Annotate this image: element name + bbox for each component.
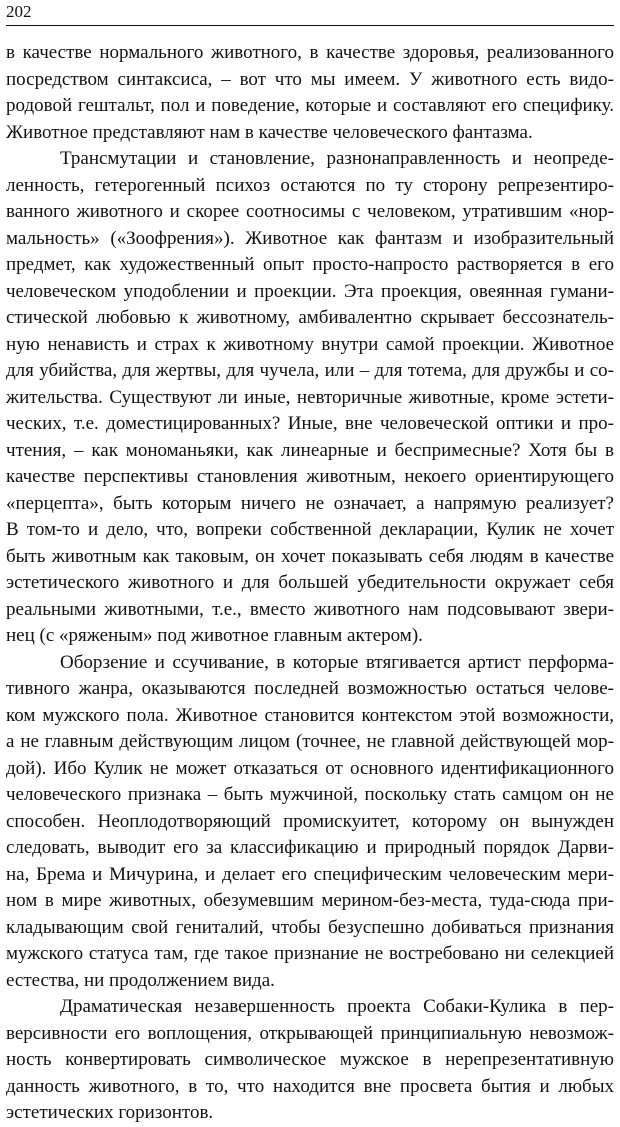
text-line: эстетического животного и для большей убедительности окружает себя [6, 572, 614, 593]
text-line: естества, ни продолжением вида. [6, 969, 275, 991]
text-line: тивного жанра, оказываются последней возможностью остаться челове- [6, 678, 614, 699]
paragraph [6, 146, 614, 650]
page-number: 202 [6, 2, 32, 21]
paragraph [6, 40, 614, 146]
text-line: а не главным действующим лицом (точнее, не главной действующей мор- [6, 731, 614, 752]
text-line: кладывающим свой гениталий, чтобы безуспешно добиваться признания [6, 916, 614, 938]
text-line: мальность» («Зоофрения»). Животное как фантазм и изобразительный [6, 227, 614, 249]
text-line: родовой гештальт, пол и поведение, которые и составляют его специфику. [6, 95, 614, 116]
text-line: данность животного, в то, что находится вне просвета бытия и любых [6, 1075, 614, 1097]
text-line: нец (с «ряженым» под животное главным актером). [6, 625, 423, 646]
text-line: следовать, выводит его за классификацию и природный порядок Дарви- [6, 837, 614, 858]
text-line: Трансмутации и становление, разнонаправленность и неопреде- [60, 148, 614, 169]
body-text [6, 40, 614, 1127]
text-line: мужского статуса там, где такое признание не востребовано ни селекцией [6, 943, 614, 964]
text-line: чтения, – как мономаньяки, как линеарные и беспримесные? Хотя бы в [6, 439, 614, 461]
text-line: посредством синтаксиса, – вот что мы имеем. У животного есть видо- [6, 68, 614, 90]
text-line: ность конвертировать символическое мужское в нерепрезентативную [6, 1049, 614, 1070]
text-line: жительства. Существуют ли иные, невторичные животные, кроме эстети- [6, 386, 614, 408]
text-line: дой). Ибо Кулик не может отказаться от основного идентификационного [6, 757, 614, 779]
text-line: Животное представляют нам в качестве человеческого фантазма. [6, 121, 533, 143]
text-line: ную ненависть и страх к животному внутри самой проекции. Животное [6, 333, 614, 355]
text-line: быть животным как таковым, он хочет показывать себя людям в качестве [6, 545, 614, 567]
header-rule [6, 25, 614, 26]
text-line: качестве перспективы становления животным, некоего ориентирующего [6, 466, 614, 487]
text-line: человеческом уподоблении и проекции. Эта проекция, овеянная гумани- [6, 280, 614, 302]
page-header [6, 2, 614, 22]
text-line: версивности его воплощения, открывающей принципиальную невозмож- [6, 1022, 614, 1044]
text-line: ном в мире животных, обезумевшим мерином-без-места, туда-сюда при- [6, 890, 614, 911]
text-line: ванного животного и скорее соотносимы с человеком, утратившим «нор- [6, 201, 614, 222]
text-line: ческих, т.е. доместицированных? Иные, вне человеческой оптики и про- [6, 413, 614, 434]
text-line: эстетических горизонтов. [6, 1102, 214, 1123]
paragraph [6, 650, 614, 995]
text-line: реальными животными, т.е., вместо животного нам подсовывают звери- [6, 598, 614, 620]
text-line: человеческого признака – быть мужчиной, поскольку стать самцом он не [6, 784, 614, 805]
text-line: Драматическая незавершенность проекта Собаки-Кулика в пер- [60, 996, 614, 1017]
text-line: ком мужского пола. Животное становится контекстом этой возможности, [6, 704, 614, 726]
text-line: стической любовью к животному, амбивалентно скрывает бессознатель- [6, 307, 614, 328]
text-line: В том-то и дело, что, вопреки собственной декларации, Кулик не хочет [6, 519, 614, 540]
paragraph [6, 994, 614, 1127]
text-line: «перцепта», быть которым ничего не означает, а напрямую реализует? [6, 492, 614, 514]
text-line: Оборзение и ссучивание, в которые втягивается артист перформа- [60, 651, 614, 673]
text-line: предмет, как художественный опыт просто-напросто растворяется в его [6, 254, 614, 275]
text-line: для убийства, для жертвы, для чучела, или – для тотема, для дружбы и со- [6, 360, 614, 381]
text-line: на, Брема и Мичурина, и делает его специфическим человеческим мери- [6, 863, 614, 885]
text-line: способен. Неоплодотворяющий промискуитет, которому он вынужден [6, 810, 614, 832]
text-line: ленность, гетерогенный психоз остаются по ту сторону репрезентиро- [6, 174, 614, 196]
text-line: в качестве нормального животного, в качестве здоровья, реализованного [6, 42, 614, 63]
